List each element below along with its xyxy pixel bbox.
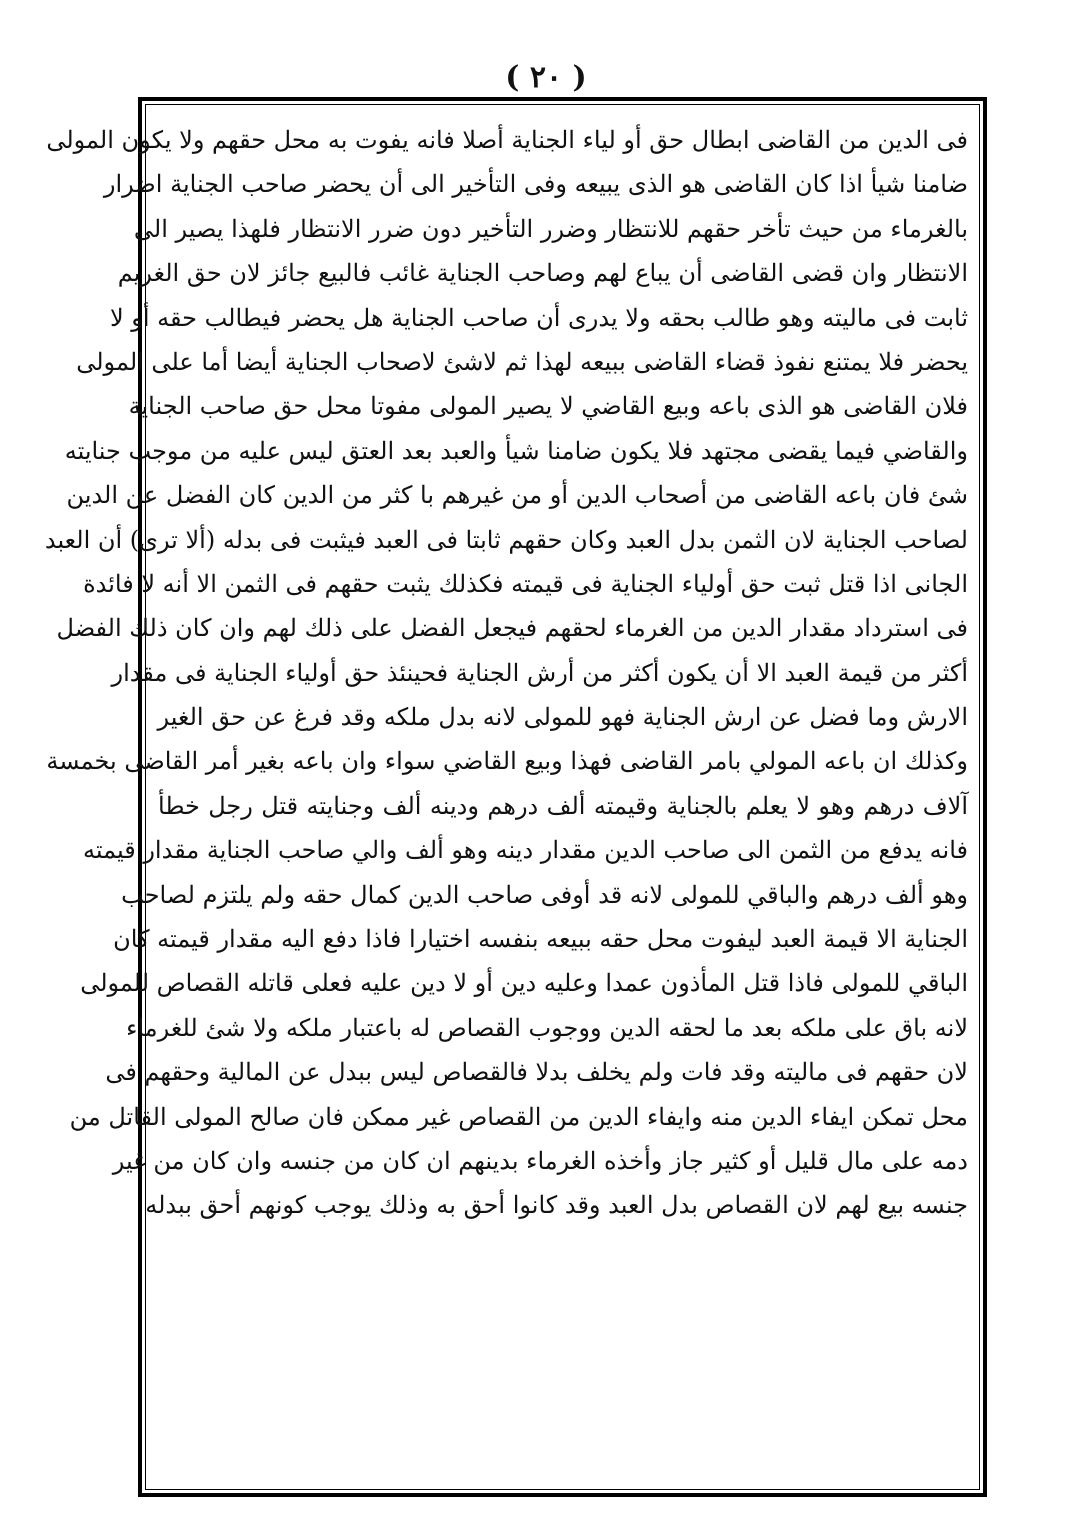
text-line: وهو ألف درهم والباقي للمولى لانه قد أوفى صاحب الدين كمال حقه ولم يلتزم لصاحب (121, 880, 968, 909)
text-line: فى استرداد مقدار الدين من الغرماء لحقهم فيجعل الفضل على ذلك لهم وان كان ذلك الفضل (56, 614, 968, 643)
text-line: والقاضي فيما يقضى مجتهد فلا يكون ضامنا شيأ والعبد بعد العتق ليس عليه من موجب جنايته (64, 436, 968, 465)
text-line: الباقي للمولى فاذا قتل المأذون عمدا وعليه دين أو لا دين عليه فعلى قاتله القصاص للمولى (80, 969, 968, 998)
text-line: يحضر فلا يمتنع نفوذ قضاء القاضى ببيعه لهذا ثم لاشئ لاصحاب الجناية أيضا أما على المولى (76, 347, 968, 376)
text-line: لانه باق على ملكه بعد ما لحقه الدين ووجوب القصاص له باعتبار ملكه ولا شئ للغرماء (126, 1013, 968, 1042)
text-line: محل تمكن ايفاء الدين منه وايفاء الدين من القصاص غير ممكن فان صالح المولى القاتل من (69, 1102, 968, 1131)
text-line: فلان القاضى هو الذى باعه وبيع القاضي لا يصير المولى مفوتا محل حق صاحب الجناية (128, 392, 968, 421)
text-line: جنسه بيع لهم لان القصاص بدل العبد وقد كانوا أحق به وذلك يوجب كونهم أحق ببدله (145, 1191, 968, 1220)
text-line: الجانى اذا قتل ثبت حق أولياء الجناية فى قيمته فكذلك يثبت حقهم فى الثمن الا أنه لا فائدة (83, 569, 968, 598)
text-line: الارش وما فضل عن ارش الجناية فهو للمولى لانه بدل ملكه وقد فرغ عن حق الغير (157, 703, 968, 732)
text-line: وكذلك ان باعه المولي بامر القاضى فهذا وبيع القاضي سواء وان باعه بغير أمر القاضى بخمسة (46, 747, 968, 776)
text-line: فانه يدفع من الثمن الى صاحب الدين مقدار دينه وهو ألف والي صاحب الجناية مقدار قيمته (83, 836, 968, 865)
text-line: بالغرماء من حيث تأخر حقهم للانتظار وضرر التأخير دون ضرر الانتظار فلهذا يصير الى (133, 214, 968, 243)
text-line: شئ فان باعه القاضى من أصحاب الدين أو من غيرهم با كثر من الدين كان الفضل عن الدين (66, 481, 968, 510)
text-line: أكثر من قيمة العبد الا أن يكون أكثر من أرش الجناية فحينئذ حق أولياء الجناية فى مقدار (111, 658, 968, 687)
text-line: الجناية الا قيمة العبد ليفوت محل حقه ببيعه بنفسه اختيارا فاذا دفع اليه مقدار قيمته كان (113, 925, 968, 954)
text-line: لان حقهم فى ماليته وقد فات ولم يخلف بدلا فالقصاص ليس ببدل عن المالية وحقهم فى (105, 1058, 968, 1087)
text-line: دمه على مال قليل أو كثير جاز وأخذه الغرماء بدينهم ان كان من جنسه وان كان من غير (112, 1146, 968, 1175)
body-text (44, 118, 968, 1228)
text-line: فى الدين من القاضى ابطال حق أو لياء الجناية أصلا فانه يفوت به محل حقهم ولا يكون المولى (46, 126, 968, 154)
text-line: ضامنا شيأ اذا كان القاضى هو الذى يبيعه وفى التأخير الى أن يحضر صاحب الجناية اضرار (103, 170, 968, 199)
page-number: ( ٢٠ ) (505, 60, 587, 95)
text-line: الانتظار وان قضى القاضى أن يباع لهم وصاحب الجناية غائب فالبيع جائز لان حق الغريم (117, 259, 968, 288)
text-line: ثابت فى ماليته وهو طالب بحقه ولا يدرى أن صاحب الجناية هل يحضر فيطالب حقه أو لا (109, 303, 968, 332)
text-line: لصاحب الجناية لان الثمن بدل العبد وكان حقهم ثابتا فى العبد فيثبت فى بدله (ألا ترى) أن العبد (44, 525, 968, 554)
text-line: آلاف درهم وهو لا يعلم بالجناية وقيمته ألف درهم ودينه ألف وجنايته قتل رجل خطأ (158, 791, 968, 820)
